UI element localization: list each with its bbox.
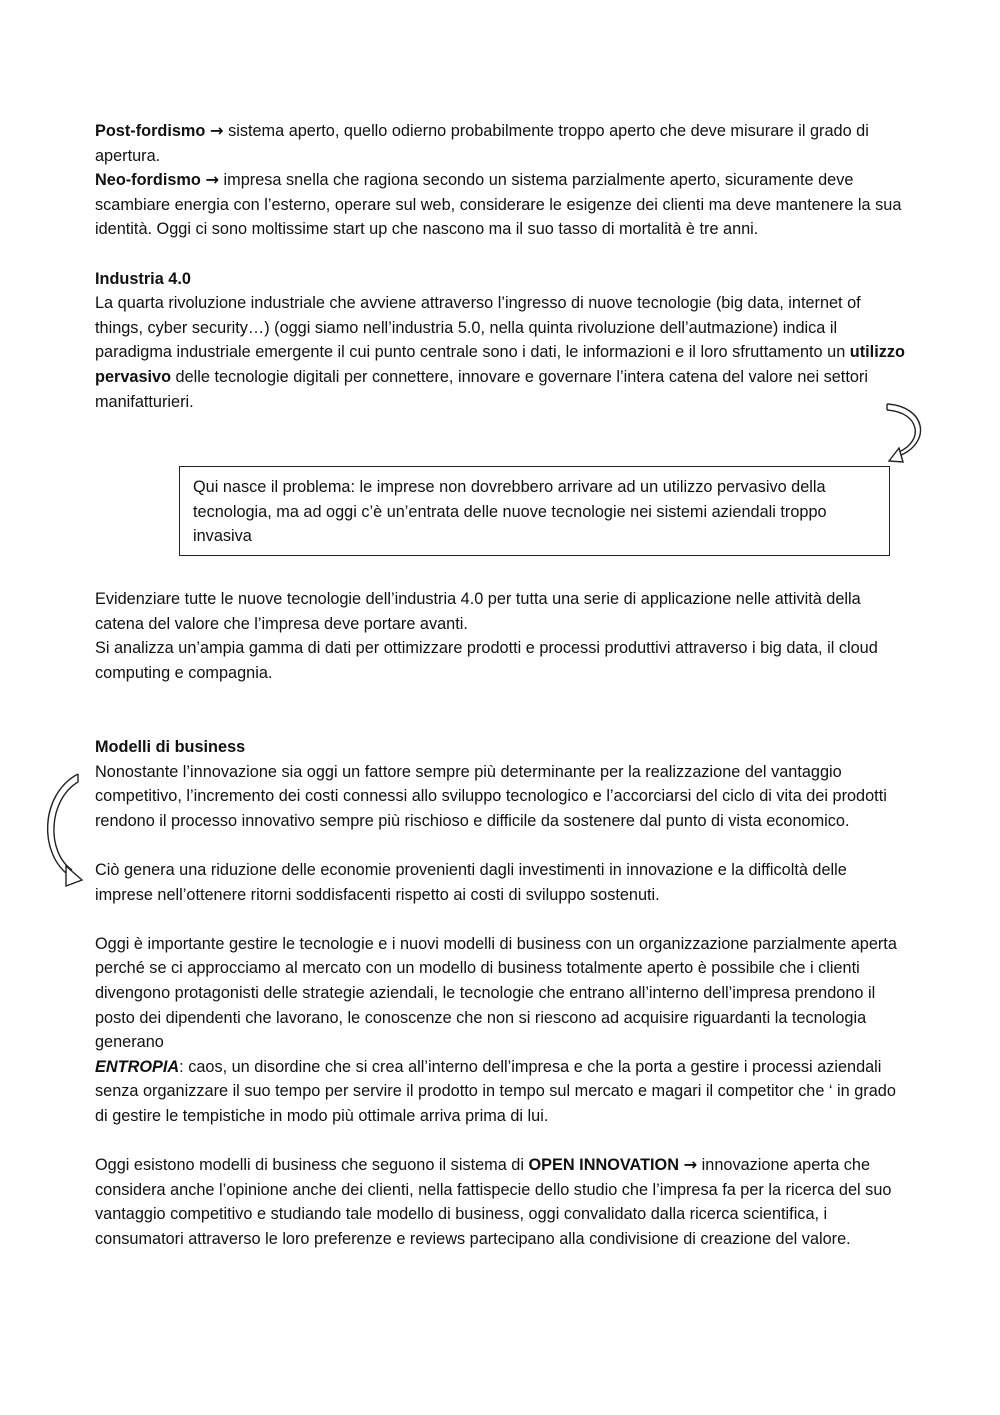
- open-innovation-paragraph: Oggi esistono modelli di business che seguono il sistema di OPEN INNOVATION → innovazione aperta che considera anche l’opinione anche dei clienti, nella fattispecie dello studio che l’impresa fa per la ricerca del suo vantaggio competitivo e studiando tale modello di business, oggi convalidato dalla ricerca scientifica, i consumatori attraverso le loro preferenze e reviews partecipano alla condivisione di creazione del valore.: [95, 1155, 892, 1248]
- entropia-paragraph: ENTROPIA: caos, un disordine che si crea all’interno dell’impresa e che la porta a gestire i processi aziendali senza organizzare il suo tempo per servire il prodotto in tempo sul mercato e magari il competitor che ‘ in grado di gestire le tempistiche in modo più ottimale arriva prima di lui.: [95, 1057, 896, 1125]
- industria-paragraph: La quarta rivoluzione industriale che avviene attraverso l’ingresso di nuove tecnologie (big data, internet of things, cyber security…) (oggi siamo nell’industria 5.0, nella quinta rivoluzione dell’autmazione) indica il paradigma industriale emergente il cui punto centrale sono i dati, le informazioni e il loro sfruttamento un utilizzo pervasivo delle tecnologie digitali per connettere, innovare e governare l’intera catena del valore nei settori manifatturieri.: [95, 294, 905, 411]
- modelli-heading: Modelli di business: [95, 738, 246, 756]
- neo-fordismo-label: Neo-fordismo: [95, 171, 201, 190]
- problem-callout-box: Qui nasce il problema: le imprese non dovrebbero arrivare ad un utilizzo pervasivo della tecnologia, ma ad oggi c’è un’entrata delle nuove tecnologie nei sistemi aziendali troppo invasiva: [179, 466, 890, 556]
- section-industria-cont: [95, 587, 905, 685]
- post-fordismo-paragraph: [95, 119, 905, 168]
- evidenziare-paragraph: Evidenziare tutte le nuove tecnologie dell’industria 4.0 per tutta una serie di applicazione nelle attività della catena del valore che l’impresa deve portare avanti.: [95, 590, 861, 633]
- modelli-paragraph-2: Ciò genera una riduzione delle economie provenienti dagli investimenti in innovazione e la difficoltà delle imprese nell’ottenere ritorni soddisfacenti rispetto ai costi di sviluppo sostenuti.: [95, 860, 847, 904]
- section-fordismo: [95, 119, 905, 414]
- neo-fordismo-paragraph: [95, 168, 905, 242]
- curved-arrow-right-icon: [885, 398, 931, 470]
- neo-fordismo-text: impresa snella che ragiona secondo un sistema parzialmente aperto, sicuramente deve scambiare energia con l’esterno, operare sul web, considerare le esigenze dei clienti ma deve mantenere la sua identità. Oggi ci sono moltissime start up che nascono ma il suo tasso di mortalità è tre anni.: [95, 171, 902, 239]
- industria-heading: Industria 4.0: [95, 269, 191, 288]
- modelli-paragraph-1: Nonostante l’innovazione sia oggi un fattore sempre più determinante per la realizzazione del vantaggio competitivo, l’incremento dei costi connessi allo sviluppo tecnologico e l’accorciarsi del ciclo di vita dei prodotti rendono il processo innovativo sempre più rischioso e difficile da sostenere dal punto di vista economico.: [95, 762, 887, 830]
- entropia-label: ENTROPIA: [95, 1057, 180, 1076]
- utilizzo-pervasivo-bold: utilizzo pervasivo: [95, 343, 905, 386]
- right-arrow-icon: →: [683, 1155, 698, 1175]
- post-fordismo-label: Post-fordismo: [95, 122, 206, 140]
- open-innovation-bold: OPEN INNOVATION: [528, 1156, 679, 1175]
- modelli-paragraph-3: Oggi è importante gestire le tecnologie e i nuovi modelli di business con un organizzazione parzialmente aperta perché se ci approcciamo al mercato con un modello di business totalmente aperto è possibile che i clienti divengono protagonisti delle strategie aziendali, le tecnologie che entrano all’interno dell’impresa prendono il posto dei dipendenti che lavorano, le conoscenze che non si riescono ad acquisire riguardanti la tecnologia generano: [95, 934, 897, 1052]
- analizza-paragraph: Si analizza un’ampia gamma di dati per ottimizzare prodotti e processi produttivi attraverso i big data, il cloud computing e compagnia.: [95, 639, 878, 682]
- section-modelli: [95, 735, 905, 1251]
- post-fordismo-text: sistema aperto, quello odierno probabilmente troppo aperto che deve misurare il grado di apertura.: [95, 122, 869, 165]
- right-arrow-icon: →: [209, 121, 224, 140]
- curved-arrow-left-icon: [40, 770, 86, 892]
- right-arrow-icon: →: [205, 170, 220, 190]
